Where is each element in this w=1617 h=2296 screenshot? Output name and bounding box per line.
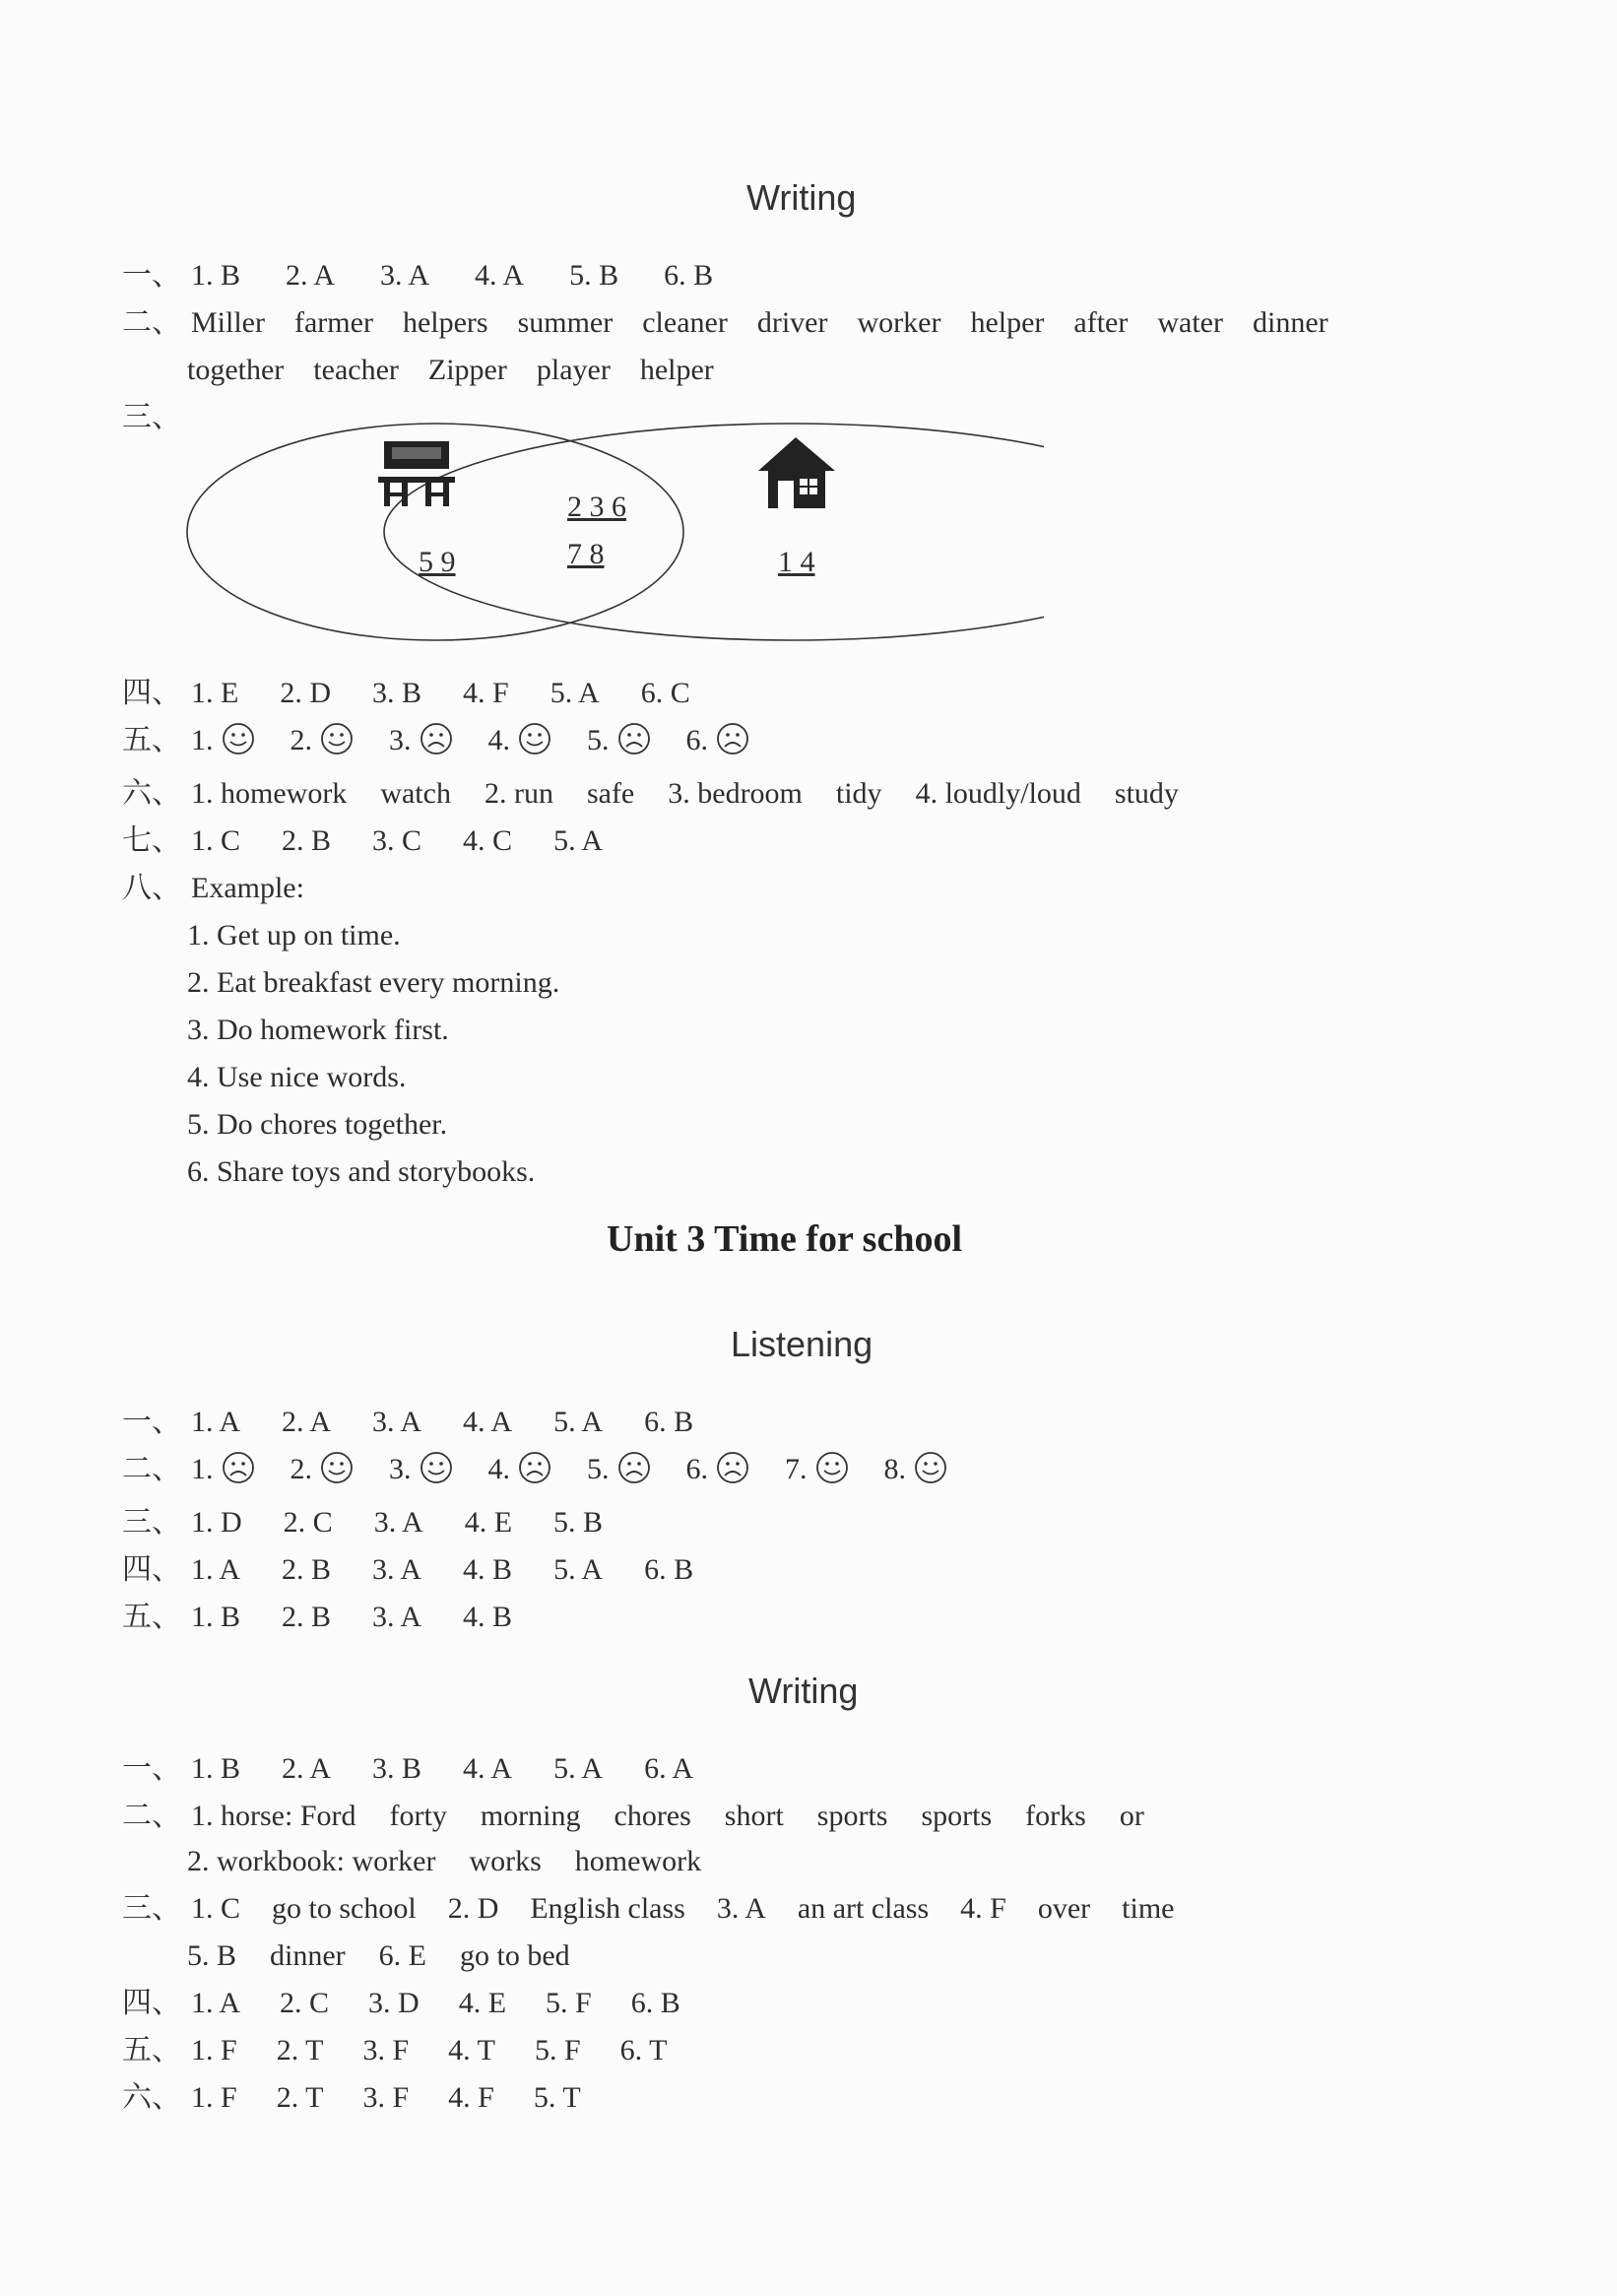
answer-item: chores xyxy=(614,1800,691,1832)
answer-item: 4. A xyxy=(475,259,525,292)
example-sentence: 2. Eat breakfast every morning. xyxy=(187,966,560,999)
answer-item: 2. A xyxy=(282,1752,332,1785)
answer-item: 3. F xyxy=(362,2081,410,2114)
marker: 二、 xyxy=(122,306,181,339)
answer-item: 5. A xyxy=(553,824,604,857)
answer-item: 6. B xyxy=(644,1406,694,1438)
answer-item: 2. A xyxy=(282,1406,332,1438)
answer-item: 2. T xyxy=(276,2034,324,2066)
answer-item: 2. D xyxy=(280,677,331,709)
answer-item: 4. E xyxy=(464,1506,513,1539)
item-number: 2. xyxy=(290,724,312,756)
answer-item: 5. F xyxy=(534,2034,581,2066)
answer-item: 1. homework xyxy=(191,777,348,810)
answer-item: 5. A xyxy=(550,677,600,709)
answer-item: cleaner xyxy=(642,306,728,339)
example-sentence: 5. Do chores together. xyxy=(187,1108,448,1141)
answer-item: 2. D xyxy=(447,1892,499,1925)
answer-item: 1. A xyxy=(191,1406,241,1438)
answer-item: 5. A xyxy=(553,1553,604,1586)
answer-item: homework xyxy=(574,1845,702,1877)
answer-item: after xyxy=(1073,306,1129,339)
answer-item: 3. bedroom xyxy=(668,777,803,810)
item-number: 1. xyxy=(191,724,214,756)
answer-item: or xyxy=(1119,1800,1144,1832)
w1-q2-line2 xyxy=(187,351,714,390)
answer-item: 4. A xyxy=(463,1406,513,1438)
answer-item: helper xyxy=(970,306,1045,339)
answer-item: 2. A xyxy=(286,259,336,292)
answer-item: 1. A xyxy=(191,1987,241,2019)
l-q1 xyxy=(122,1403,693,1442)
item-number: 5. xyxy=(587,724,610,756)
answer-item: player xyxy=(536,354,611,386)
answer-item: 6. T xyxy=(619,2034,668,2066)
venn-home-circle xyxy=(384,424,1044,640)
answer-item: morning xyxy=(480,1800,581,1832)
answer-item: 1. F xyxy=(191,2034,237,2066)
happy-face-icon xyxy=(320,722,354,766)
answer-item: go to bed xyxy=(459,1939,570,1972)
venn-overlap-top: 2 3 6 xyxy=(567,491,626,523)
happy-face-icon xyxy=(222,722,255,766)
marker: 一、 xyxy=(122,259,181,292)
answer-item: 5. A xyxy=(553,1752,604,1785)
answer-item: go to school xyxy=(272,1892,417,1925)
item-number: 7. xyxy=(785,1453,808,1485)
marker: 二、 xyxy=(122,1800,181,1832)
w1-q5 xyxy=(122,721,749,766)
marker: 八、 xyxy=(122,872,181,904)
sad-face-icon xyxy=(617,1451,651,1495)
happy-face-icon xyxy=(815,1451,849,1495)
answer-item: helper xyxy=(639,354,714,386)
answer-item: forty xyxy=(389,1800,447,1832)
answer-item: 2. run xyxy=(484,777,553,810)
answer-item: 4. T xyxy=(448,2034,495,2066)
answer-item: 4. F xyxy=(960,1892,1006,1925)
answer-item: 3. B xyxy=(372,677,422,709)
answer-item: 5. B xyxy=(187,1939,237,1972)
writing-heading-2: Writing xyxy=(748,1671,859,1711)
example-sentence: 3. Do homework first. xyxy=(187,1014,449,1046)
answer-item: 2. B xyxy=(282,1553,332,1586)
sad-face-icon xyxy=(420,722,453,766)
answer-item: 4. B xyxy=(463,1553,513,1586)
answer-item: 3. A xyxy=(372,1601,422,1633)
item-number: 4. xyxy=(487,1453,510,1485)
listening-heading: Listening xyxy=(731,1324,873,1364)
w2-q5 xyxy=(122,2031,667,2070)
sad-face-icon xyxy=(518,1451,551,1495)
unit-title: Unit 3 Time for school xyxy=(607,1218,963,1260)
answer-item: 2. B xyxy=(282,824,332,857)
answer-item: time xyxy=(1122,1892,1175,1925)
answer-item: 6. C xyxy=(640,677,690,709)
answer-item: dinner xyxy=(270,1939,346,1972)
item-number: 2. xyxy=(290,1453,312,1485)
answer-item: sports xyxy=(921,1800,993,1832)
item-number: 1. xyxy=(191,1453,214,1485)
answer-item: 4. F xyxy=(463,677,509,709)
sad-face-icon xyxy=(716,1451,749,1495)
answer-item: driver xyxy=(756,306,828,339)
answer-item: worker xyxy=(857,306,941,339)
answer-item: short xyxy=(724,1800,784,1832)
happy-face-icon xyxy=(420,1451,453,1495)
w2-q2 xyxy=(122,1797,1144,1836)
answer-item: safe xyxy=(586,777,635,810)
answer-item: 5. F xyxy=(546,1987,592,2019)
answer-item: 3. C xyxy=(372,824,422,857)
item-number: 4. xyxy=(487,724,510,756)
answer-item: works xyxy=(469,1845,542,1877)
example-sentence: 6. Share toys and storybooks. xyxy=(187,1155,536,1188)
answer-item: 6. A xyxy=(644,1752,694,1785)
answer-item: 3. A xyxy=(372,1406,422,1438)
answer-item: 1. E xyxy=(191,677,239,709)
answer-item: 1. D xyxy=(191,1506,242,1539)
answer-item: 2. B xyxy=(282,1601,332,1633)
answer-item: 6. E xyxy=(378,1939,426,1972)
marker: 一、 xyxy=(122,1406,181,1438)
l-q4 xyxy=(122,1550,693,1590)
answer-item: 4. F xyxy=(448,2081,494,2114)
example-sentence: 1. Get up on time. xyxy=(187,919,401,951)
answer-item: 4. A xyxy=(463,1752,513,1785)
answer-item: 3. D xyxy=(368,1987,420,2019)
answer-item: 1. F xyxy=(191,2081,237,2114)
w1-q4 xyxy=(122,674,690,713)
happy-face-icon xyxy=(320,1451,354,1495)
marker: 五、 xyxy=(122,724,181,756)
answer-item: 3. A xyxy=(716,1892,766,1925)
answer-item: sports xyxy=(816,1800,888,1832)
item-number: 5. xyxy=(587,1453,610,1485)
answer-item: 1. A xyxy=(191,1553,241,1586)
answer-item: 1. horse: Ford xyxy=(191,1800,356,1832)
answer-item: watch xyxy=(380,777,451,810)
answer-item: 4. C xyxy=(463,824,513,857)
answer-item: Miller xyxy=(191,306,265,339)
marker: 六、 xyxy=(122,2081,181,2114)
w1-q2 xyxy=(122,303,1328,343)
answer-item: 3. A xyxy=(372,1553,422,1586)
w2-q1 xyxy=(122,1749,693,1789)
sad-face-icon xyxy=(617,722,651,766)
answer-item: 1. C xyxy=(191,824,241,857)
venn-home-numbers: 1 4 xyxy=(778,546,815,578)
answer-item: 3. A xyxy=(380,259,430,292)
answer-item: 6. B xyxy=(644,1553,694,1586)
answer-item: 1. C xyxy=(191,1892,241,1925)
answer-item: an art class xyxy=(797,1892,930,1925)
answer-item: 1. B xyxy=(191,1752,241,1785)
answer-item: English class xyxy=(530,1892,685,1925)
answer-item: tidy xyxy=(835,777,882,810)
example-sentence: 4. Use nice words. xyxy=(187,1061,407,1093)
w2-q2-line2 xyxy=(187,1842,701,1881)
answer-item: summer xyxy=(517,306,614,339)
answer-item: 5. B xyxy=(569,259,619,292)
answer-item: over xyxy=(1037,1892,1091,1925)
sad-face-icon xyxy=(222,1451,255,1495)
marker: 三、 xyxy=(122,1892,181,1925)
l-q3 xyxy=(122,1503,603,1542)
w2-q6 xyxy=(122,2078,581,2118)
marker: 四、 xyxy=(122,1553,181,1586)
marker: 三、 xyxy=(122,401,181,433)
happy-face-icon xyxy=(914,1451,947,1495)
marker: 三、 xyxy=(122,1506,181,1539)
answer-item: 5. A xyxy=(553,1406,604,1438)
answer-item: Zipper xyxy=(427,354,507,386)
item-number: 8. xyxy=(883,1453,906,1485)
writing-heading-1: Writing xyxy=(746,177,857,218)
house-icon xyxy=(758,437,835,508)
item-number: 3. xyxy=(389,724,412,756)
answer-item: 2. C xyxy=(280,1987,330,2019)
w1-q8 xyxy=(122,869,304,908)
answer-item: 4. loudly/loud xyxy=(915,777,1081,810)
answer-item: 3. B xyxy=(372,1752,422,1785)
answer-item: 6. B xyxy=(664,259,714,292)
item-number: 3. xyxy=(389,1453,412,1485)
answer-item: study xyxy=(1114,777,1179,810)
l-q2 xyxy=(122,1450,947,1495)
answer-item: teacher xyxy=(313,354,399,386)
answer-item: 2. workbook: worker xyxy=(187,1845,436,1877)
happy-face-icon xyxy=(518,722,551,766)
marker: 四、 xyxy=(122,1987,181,2019)
answer-item: 6. B xyxy=(630,1987,680,2019)
answer-item: 3. F xyxy=(362,2034,410,2066)
example-label: Example: xyxy=(191,872,304,904)
answer-item: 2. T xyxy=(276,2081,324,2114)
answer-item: 5. T xyxy=(533,2081,581,2114)
answer-item: farmer xyxy=(294,306,373,339)
venn-overlap-bottom: 7 8 xyxy=(567,538,605,570)
marker: 五、 xyxy=(122,2034,181,2066)
answer-item: 2. C xyxy=(283,1506,333,1539)
answer-item: helpers xyxy=(402,306,488,339)
school-desk-icon xyxy=(378,441,455,506)
marker: 一、 xyxy=(122,1752,181,1785)
answer-item: forks xyxy=(1025,1800,1086,1832)
w1-q6 xyxy=(122,774,1179,814)
w1-q7 xyxy=(122,821,603,861)
answer-item: water xyxy=(1157,306,1223,339)
answer-item: 5. B xyxy=(553,1506,604,1539)
l-q5 xyxy=(122,1598,512,1637)
answer-item: 3. A xyxy=(373,1506,423,1539)
answer-item: 4. B xyxy=(463,1601,513,1633)
w2-q3-line2 xyxy=(187,1936,570,1976)
marker: 六、 xyxy=(122,777,181,810)
item-number: 6. xyxy=(685,1453,708,1485)
venn-school-numbers: 5 9 xyxy=(419,546,456,578)
w1-q1 xyxy=(122,256,713,295)
marker: 七、 xyxy=(122,824,181,857)
venn-diagram xyxy=(177,414,1044,650)
answer-item: together xyxy=(187,354,285,386)
w2-q4 xyxy=(122,1984,680,2023)
marker: 四、 xyxy=(122,677,181,709)
answer-item: 1. B xyxy=(191,259,241,292)
item-number: 6. xyxy=(685,724,708,756)
marker: 五、 xyxy=(122,1601,181,1633)
sad-face-icon xyxy=(716,722,749,766)
answer-item: 1. B xyxy=(191,1601,241,1633)
w2-q3 xyxy=(122,1889,1174,1929)
marker: 二、 xyxy=(122,1453,181,1485)
answer-item: dinner xyxy=(1252,306,1328,339)
answer-item: 4. E xyxy=(458,1987,507,2019)
